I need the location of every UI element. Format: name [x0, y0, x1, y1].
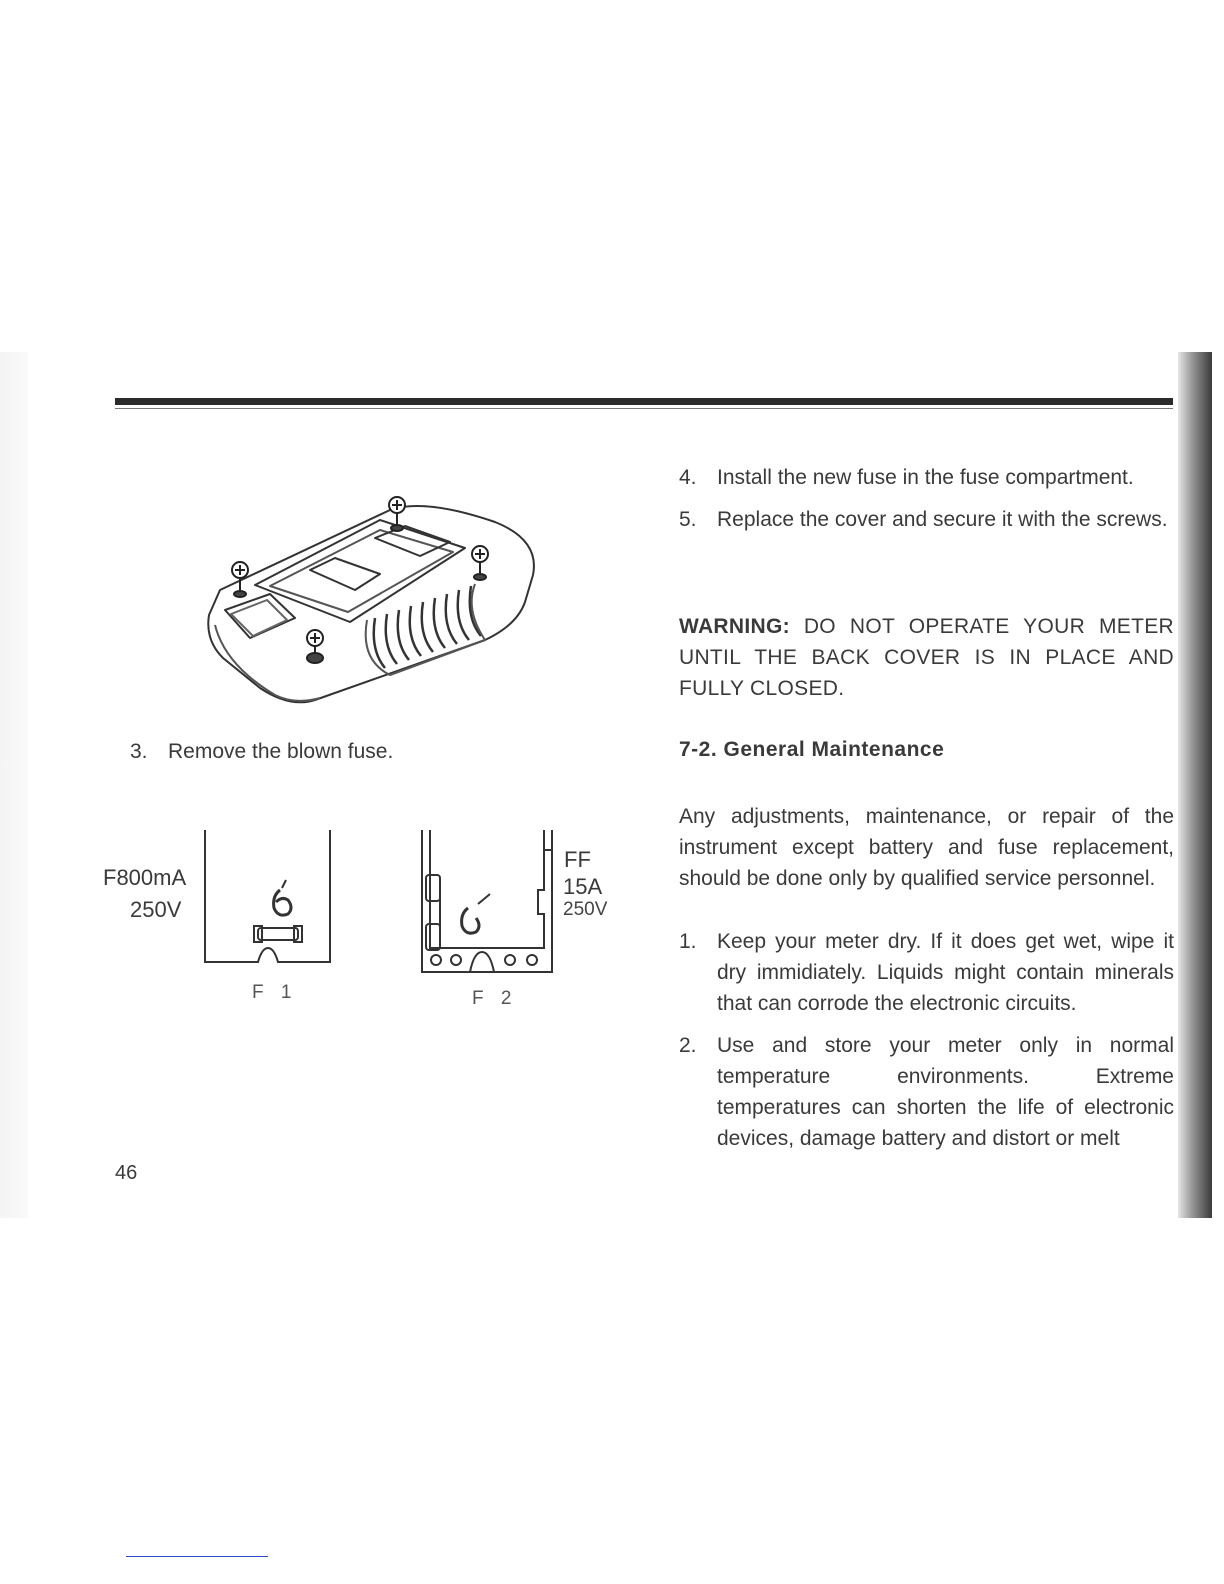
step-3: [130, 736, 460, 770]
page-number: 46: [115, 1162, 138, 1184]
fuse-1-tube: [258, 928, 298, 940]
maintenance-item-2: [679, 1030, 1174, 1156]
section-title: 7-2. General Maintenance: [679, 738, 945, 761]
header-rule: [115, 398, 1173, 405]
fuse-1-compartment-diagram: [200, 830, 335, 966]
maintenance-intro: Any adjustments, maintenance, or repair of the instrument except battery and fuse replacement, should be done only by qualified service personnel.: [679, 805, 1174, 890]
warning-label: WARNING:: [679, 615, 790, 638]
screw-icon-4: [307, 630, 323, 663]
screw-icon-1: [232, 562, 248, 597]
step-5-text: Replace the cover and secure it with the screws.: [717, 508, 1168, 531]
maintenance-item-2-number: 2.: [679, 1034, 697, 1057]
step-4-text: Install the new fuse in the fuse compartment.: [717, 466, 1134, 489]
screw-icon-3: [472, 546, 488, 580]
step-5-number: 5.: [679, 508, 697, 531]
fuse-1-voltage: 250V: [130, 897, 182, 922]
maintenance-item-1: [679, 926, 1174, 1020]
fuse-2-voltage: 250V: [563, 899, 608, 920]
fuse-2-type: FF: [564, 847, 591, 872]
maintenance-item-1-text: Keep your meter dry. If it does get wet, wipe it dry immidiately. Liquids might contain minerals that can corrode the electronic circuits.: [717, 930, 1174, 1015]
step-3-number: 3.: [130, 740, 148, 763]
fuse-1-caption: F 1: [252, 982, 298, 1003]
fuse-1-rating: F800mA: [103, 865, 187, 890]
screw-icon-2: [389, 497, 405, 531]
warning-text: DO NOT OPERATE YOUR METER UNTIL THE BACK COVER IS IN PLACE AND FULLY CLOSED.: [679, 615, 1174, 700]
step-5: [679, 504, 1174, 568]
header-rule-thin: [115, 408, 1173, 409]
step-4: [679, 462, 1174, 494]
fuse-2-rating: 15A: [563, 874, 603, 899]
meter-back-cover-illustration: [195, 490, 550, 715]
step-3-text: Remove the blown fuse.: [168, 740, 394, 763]
fuse-2-compartment-diagram: [418, 830, 558, 976]
maintenance-item-2-text: Use and store your meter only in normal temperature environments. Extreme temperatures can shorten the life of electronic devices, damage battery and distort or melt: [717, 1034, 1174, 1150]
battery-door: [310, 558, 380, 590]
step-4-number: 4.: [679, 466, 697, 489]
maintenance-item-1-number: 1.: [679, 930, 697, 953]
fuse-2-holder-bottom: [426, 924, 440, 950]
fuse-2-caption: F 2: [472, 988, 518, 1009]
footer-underline: [126, 1556, 268, 1557]
warning-notice: [679, 611, 1174, 704]
page-right-edge-shadow: [1178, 352, 1212, 1218]
fuse-2-holder-top: [426, 875, 440, 901]
page-left-edge-shadow: [0, 352, 28, 1218]
